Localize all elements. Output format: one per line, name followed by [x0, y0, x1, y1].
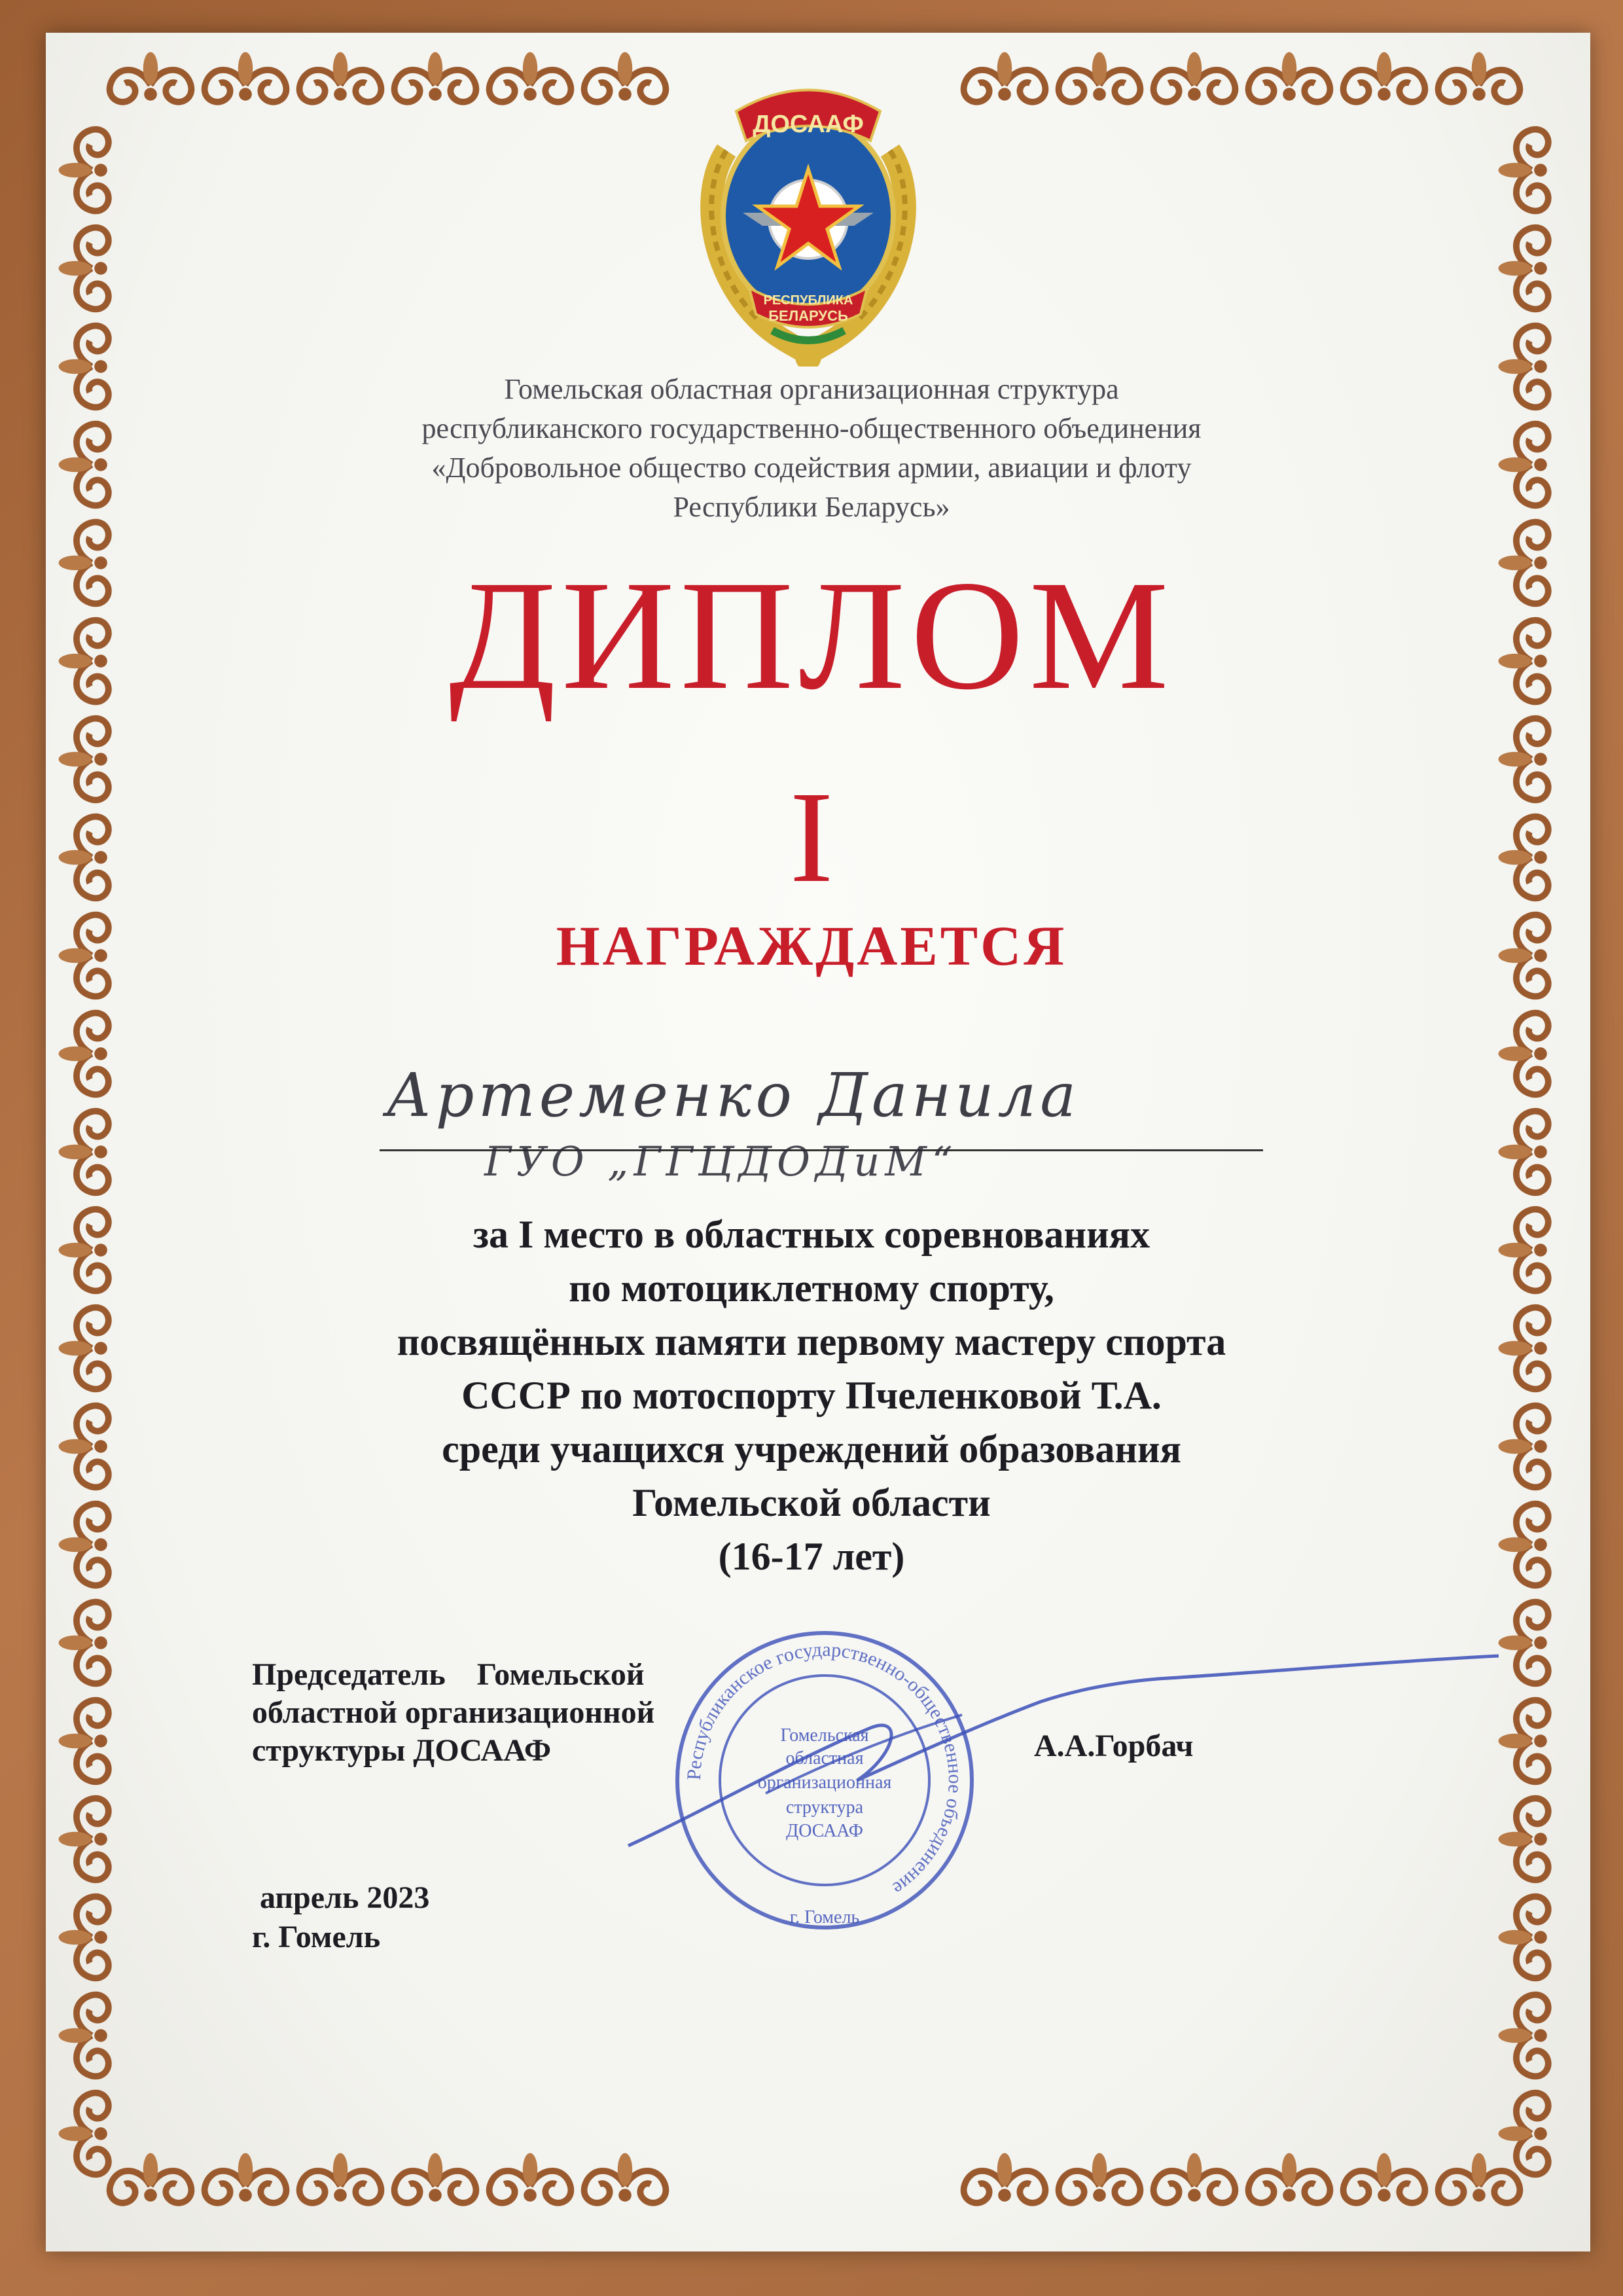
- border-ornament: [59, 915, 109, 997]
- border-ornament: [59, 2093, 109, 2175]
- border-ornament: [1499, 424, 1548, 506]
- border-ornament: [1499, 130, 1548, 211]
- border-ornament: [59, 1995, 109, 2077]
- border-ornament: [59, 1013, 109, 1095]
- border-ornament: [59, 130, 109, 211]
- diploma-title: ДИПЛОМ: [449, 548, 1174, 722]
- stamp-center-1: Гомельская: [780, 1725, 869, 1746]
- border-ornament: [59, 1799, 109, 1880]
- recipient-school: ГУО „ГГЦДОДиМ“: [484, 1138, 958, 1185]
- border-ornament: [59, 620, 109, 702]
- border-ornament: [1499, 228, 1548, 310]
- border-ornament: [1499, 817, 1548, 899]
- border-ornament: [1499, 1700, 1548, 1782]
- border-ornament: [1499, 1897, 1548, 1979]
- border-ornament: [1438, 2153, 1520, 2203]
- awarded-heading: НАГРАЖДАЕТСЯ: [556, 914, 1067, 977]
- border-ornament: [59, 1308, 109, 1390]
- border-ornament: [964, 2153, 1046, 2203]
- border-ornament: [110, 52, 192, 102]
- border-ornament: [59, 326, 109, 408]
- border-ornament: [490, 2153, 571, 2203]
- border-ornament: [1499, 1406, 1548, 1488]
- reason-line-7: (16-17 лет): [718, 1535, 905, 1578]
- border-ornament: [964, 52, 1046, 102]
- issue-place: г. Гомель: [252, 1920, 381, 1954]
- border-ornament: [1154, 2153, 1236, 2203]
- border-ornament: [59, 1210, 109, 1291]
- organization-line-2: республиканского государственно-общественного объединения: [421, 412, 1202, 444]
- border-ornament: [1154, 52, 1236, 102]
- border-ornament: [110, 2153, 192, 2203]
- border-ornament: [205, 2153, 287, 2203]
- border-ornament: [1499, 719, 1548, 800]
- border-ornament: [1499, 326, 1548, 408]
- border-ornament: [1344, 2153, 1425, 2203]
- organization-line-1: Гомельская областная организационная структура: [504, 373, 1119, 405]
- reason-line-4: СССР по мотоспорту Пчеленковой Т.А.: [461, 1374, 1162, 1417]
- reason-line-5: среди учащихся учреждений образования: [442, 1427, 1181, 1471]
- border-ornament: [1499, 1995, 1548, 2077]
- border-ornament: [1499, 915, 1548, 997]
- stamp-outer-text: Республиканское государственно-общественное объединение: [683, 1638, 967, 1899]
- signer-name: А.А.Горбач: [1034, 1729, 1194, 1763]
- reason-line-6: Гомельской области: [632, 1481, 991, 1524]
- border-ornament: [300, 52, 382, 102]
- border-ornament: [1249, 2153, 1330, 2203]
- border-ornament: [395, 52, 476, 102]
- border-ornament: [1499, 2093, 1548, 2175]
- border-ornament: [1499, 522, 1548, 604]
- border-ornament: [490, 52, 571, 102]
- border-ornament: [1499, 1504, 1548, 1586]
- border-ornament: [1499, 1111, 1548, 1193]
- stamp-city: г. Гомель: [789, 1907, 860, 1928]
- border-ornament: [59, 1700, 109, 1782]
- border-ornament: [1499, 1799, 1548, 1880]
- border-ornament: [1499, 1308, 1548, 1390]
- organization-line-3: «Добровольное общество содействия армии, авиации и флоту: [431, 452, 1192, 484]
- border-ornament: [59, 817, 109, 899]
- chairman-line-2: областной организационной: [252, 1695, 655, 1730]
- issue-date-place: [252, 1878, 429, 1957]
- organization-line-4: Республики Беларусь»: [673, 491, 950, 523]
- border-ornament: [59, 1406, 109, 1488]
- border-ornament: [59, 228, 109, 310]
- stamp-center-3: организационная: [757, 1772, 892, 1793]
- reason-line-1: за I место в областных соревнованиях: [473, 1213, 1150, 1256]
- border-ornament: [1438, 52, 1520, 102]
- border-ornament: [1499, 1210, 1548, 1291]
- reason-line-3: посвящённых памяти первому мастеру спорта: [397, 1320, 1226, 1363]
- emblem-bottom-label-1: РЕСПУБЛИКА: [763, 293, 853, 308]
- border-ornament: [1059, 52, 1141, 102]
- border-ornament: [584, 2153, 666, 2203]
- border-ornament: [395, 2153, 476, 2203]
- border-ornament: [300, 2153, 382, 2203]
- reason-line-2: по мотоциклетному спорту,: [569, 1266, 1054, 1310]
- chairman-line-1: Председатель Гомельской: [252, 1657, 645, 1692]
- stamp-center-5: ДОСААФ: [786, 1821, 863, 1841]
- border-ornament: [1059, 2153, 1141, 2203]
- border-ornament: [1499, 1602, 1548, 1684]
- chairman-title: [252, 1656, 654, 1770]
- border-ornament: [59, 1504, 109, 1586]
- border-ornament: [59, 719, 109, 800]
- border-ornament: [59, 424, 109, 506]
- border-ornament: [1499, 1013, 1548, 1095]
- dosaaf-emblem: [687, 72, 929, 367]
- border-ornament: [1344, 52, 1425, 102]
- emblem-bottom-label-2: БЕЛАРУСЬ: [768, 308, 848, 324]
- organization-header: [196, 370, 1427, 527]
- emblem-top-label: ДОСААФ: [753, 111, 864, 138]
- border-ornament: [59, 1897, 109, 1979]
- border-ornament: [584, 52, 666, 102]
- border-ornament: [59, 522, 109, 604]
- stamp-center-4: структура: [785, 1797, 864, 1818]
- border-ornament: [1249, 52, 1330, 102]
- border-ornament: [1499, 620, 1548, 702]
- diploma-degree: I: [789, 765, 834, 910]
- chairman-line-3: структуры ДОСААФ: [252, 1733, 552, 1768]
- award-reason: [196, 1208, 1427, 1583]
- stamp-center-2: областная: [785, 1748, 864, 1768]
- border-ornament: [205, 52, 287, 102]
- recipient-name: Артеменко Данила: [386, 1060, 1080, 1130]
- border-ornament: [59, 1602, 109, 1684]
- issue-date: апрель 2023: [252, 1880, 430, 1915]
- border-ornament: [59, 1111, 109, 1193]
